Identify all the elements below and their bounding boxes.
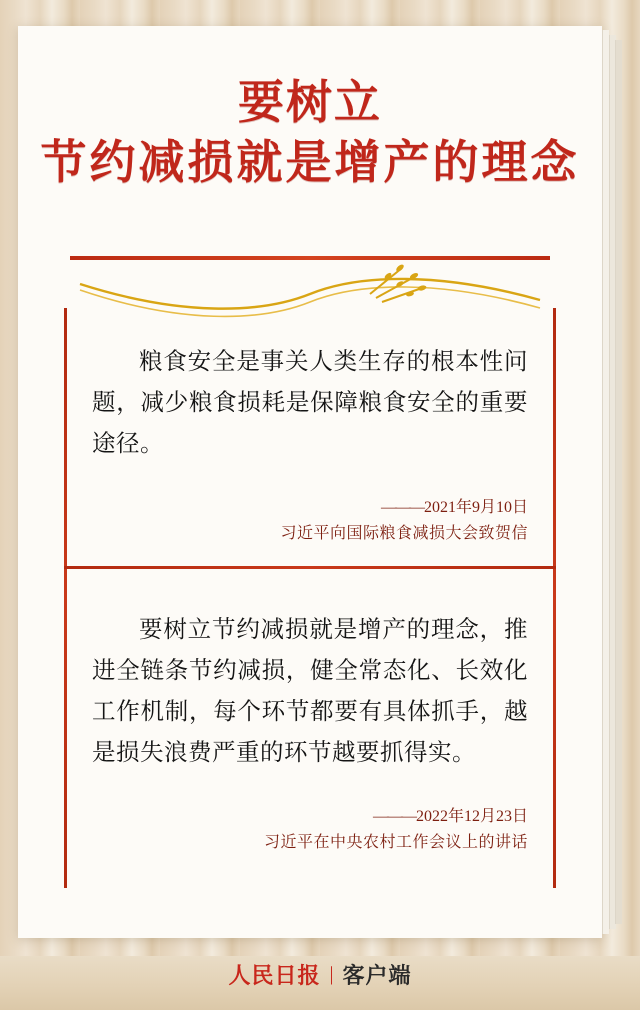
quote-source-1: 习近平向国际粮食减损大会致贺信 xyxy=(280,525,528,542)
quote-block-2 xyxy=(92,610,528,856)
brand-separator: | xyxy=(329,963,334,985)
rule-vertical-left xyxy=(64,308,67,888)
title-line-1: 要树立 xyxy=(238,77,382,128)
divider-with-wheat xyxy=(70,250,550,330)
quote-attribution-1 xyxy=(92,495,528,547)
footer-brand xyxy=(0,959,640,990)
quote-attribution-2 xyxy=(92,804,528,856)
brand-name: 人民日报 xyxy=(228,963,321,988)
brand-product: 客户端 xyxy=(342,963,412,988)
page-edge-1 xyxy=(602,30,609,934)
page-edge-3 xyxy=(615,40,622,924)
quote-separator xyxy=(64,566,556,569)
quote-date-2: ——— 2022年12月23日 xyxy=(373,808,528,825)
quote-source-2: 习近平在中央农村工作会议上的讲话 xyxy=(263,834,528,851)
title-line-2: 节约减损就是增产的理念 xyxy=(40,137,580,188)
quote-date-1: ——— 2021年9月10日 xyxy=(381,499,528,516)
paper-card xyxy=(18,26,602,938)
quote-block-1 xyxy=(92,342,528,547)
wheat-flourish-icon xyxy=(70,250,550,330)
page-title xyxy=(18,74,602,194)
quote-text-2: 要树立节约减损就是增产的理念，推进全链条节约减损，健全常态化、长效化工作机制，每个环节都要有具体抓手，越是损失浪费严重的环节越要抓得实。 xyxy=(92,617,528,766)
quote-text-1: 粮食安全是事关人类生存的根本性问题，减少粮食损耗是保障粮食安全的重要途径。 xyxy=(92,349,528,457)
rule-vertical-right xyxy=(553,308,556,888)
